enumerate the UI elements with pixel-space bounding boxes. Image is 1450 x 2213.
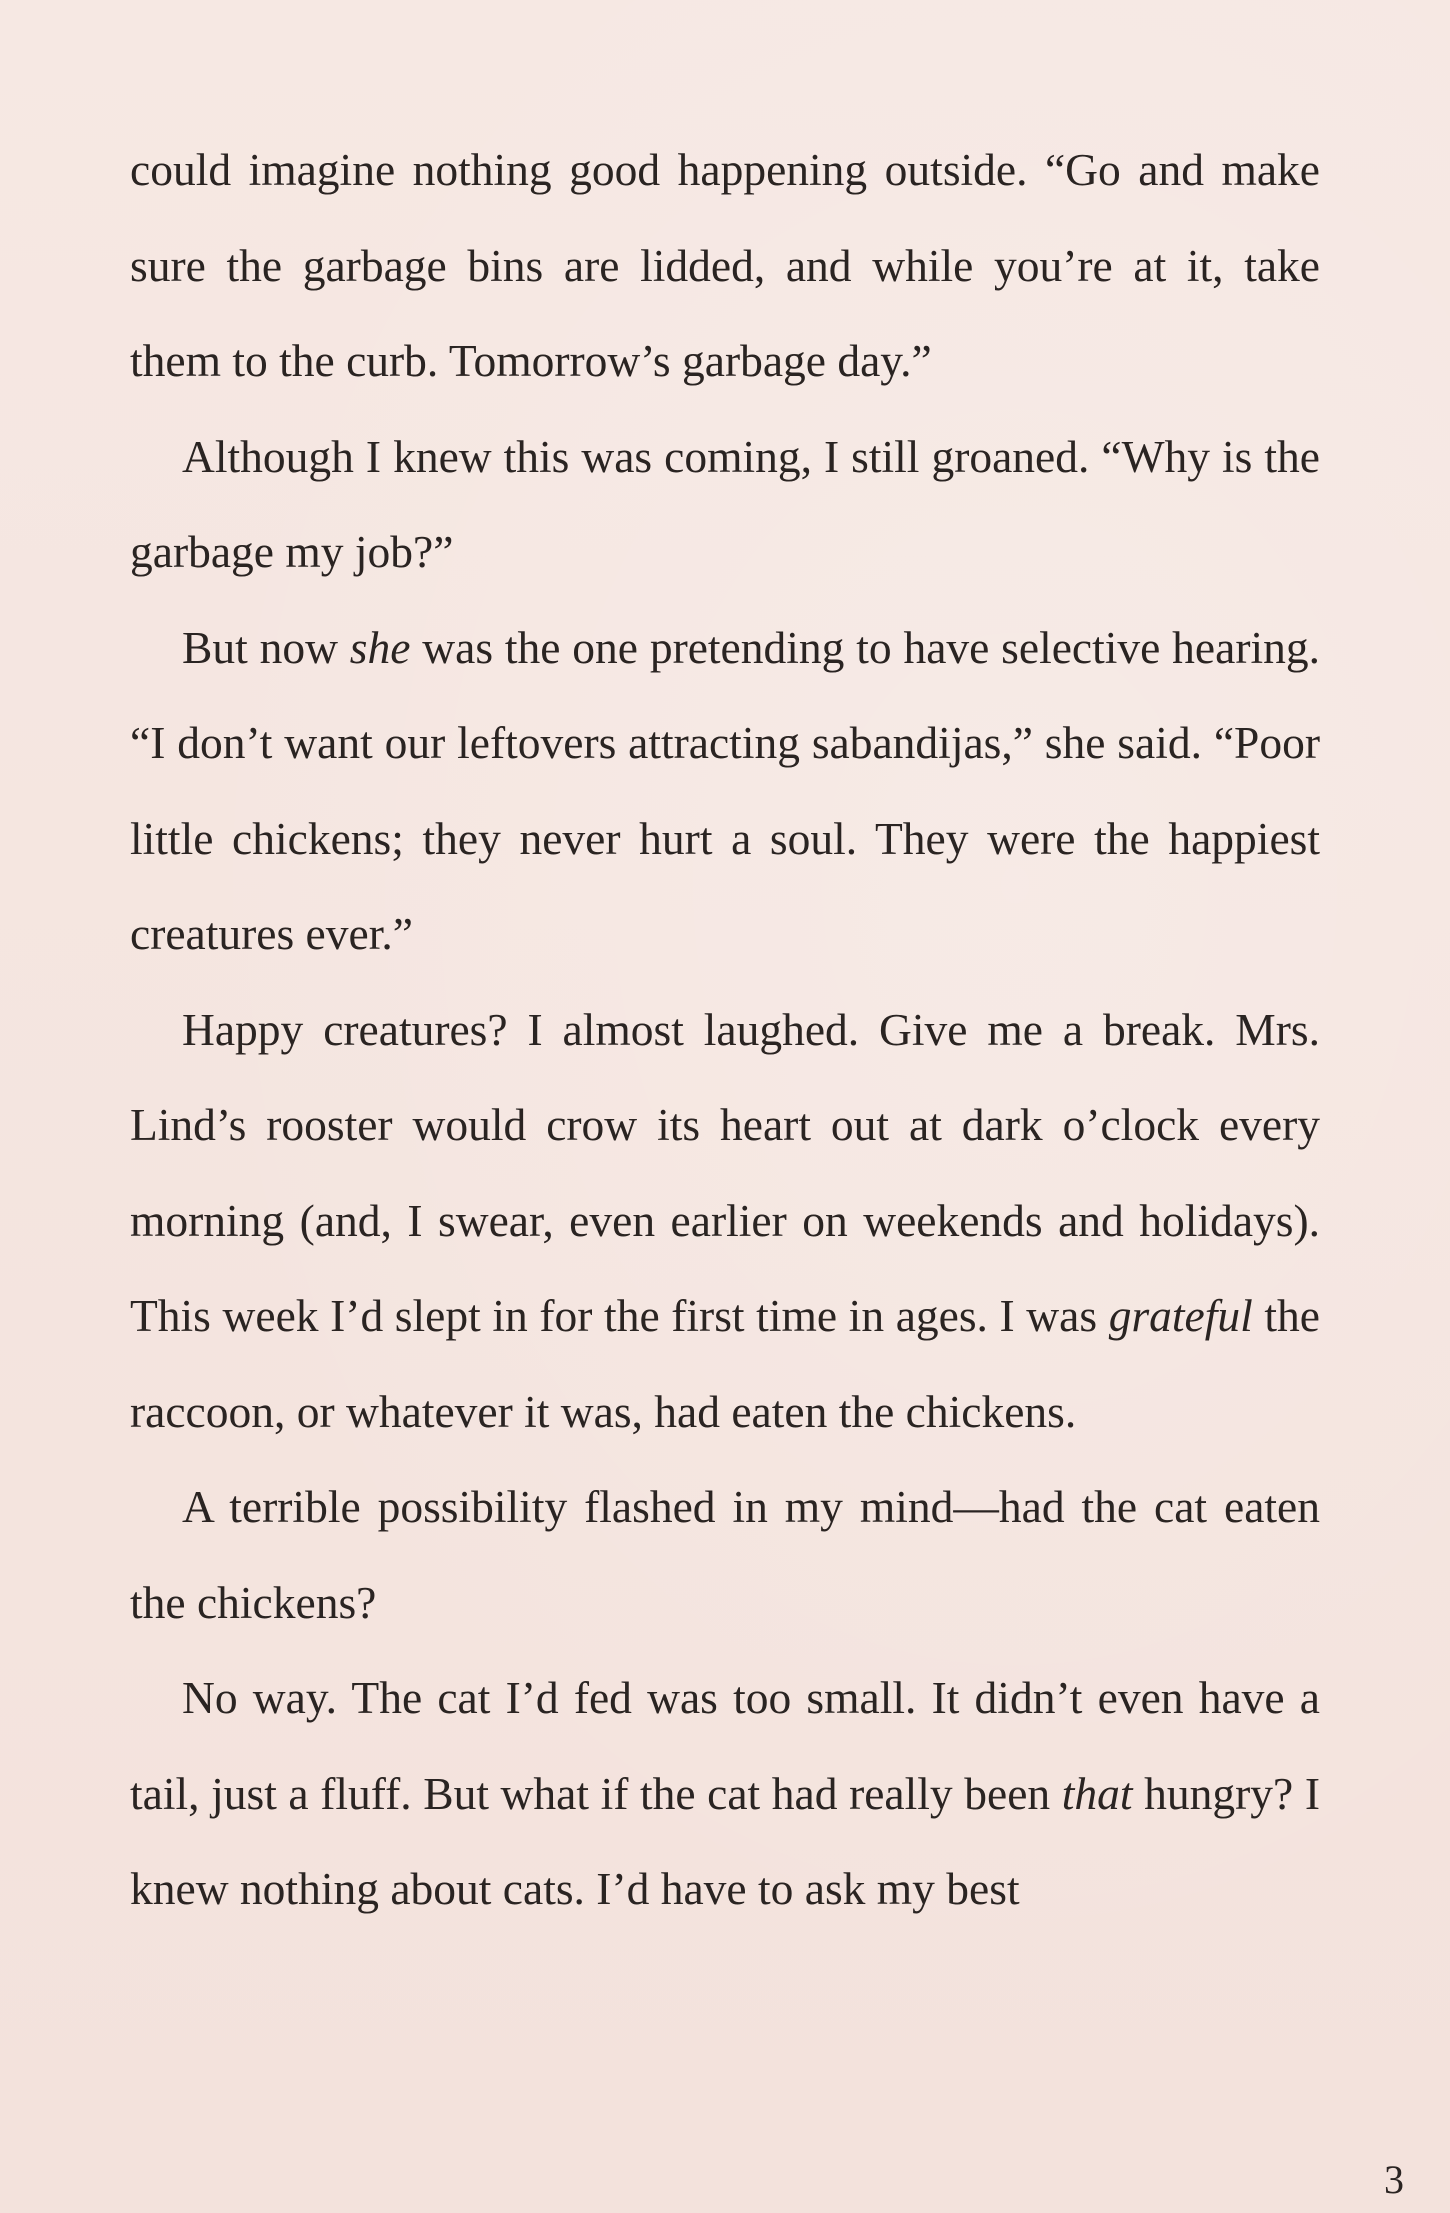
paragraph-1-text: could imagine nothing good happening outside. “Go and make sure the garbage bins are lidded, and while you’re at it, take them to the curb. Tomorrow’s garbage day.”: [130, 144, 1320, 386]
paragraph-4-text-b: the raccoon, or whatever it was, had eaten the chickens.: [130, 1290, 1320, 1437]
paragraph-6-text-a: No way. The cat I’d fed was too small. It didn’t even have a tail, just a fluff. But what if the cat had really been: [130, 1672, 1320, 1819]
paragraph-5-text: A terrible possibility flashed in my mind—had the cat eaten the chickens?: [130, 1481, 1320, 1628]
paragraph-3-text-a: But now: [182, 621, 350, 673]
paragraph-3: [130, 600, 1320, 982]
paragraph-6-text-b: hungry? I knew nothing about cats. I’d have to ask my best: [130, 1767, 1320, 1914]
paragraph-2: [130, 409, 1320, 600]
paragraph-3-text-b: was the one pretending to have selective hearing. “I don’t want our leftovers attracting sabandijas,” she said. “Poor little chickens; they never hurt a soul. They were the happiest creatures ever.”: [130, 621, 1320, 959]
paragraph-4-italic: grateful: [1108, 1290, 1253, 1341]
paragraph-6-italic: that: [1061, 1767, 1133, 1819]
page-number: 3: [1384, 2157, 1404, 2202]
paragraph-4-text-a: Happy creatures? I almost laughed. Give me a break. Mrs. Lind’s rooster would crow its heart out at dark o’clock every morning (and, I swear, even earlier on weekends and holidays). This week I’d slept in for the first time in ages. I was: [130, 1003, 1320, 1341]
paragraph-1: [130, 122, 1320, 409]
paragraph-6: [130, 1650, 1320, 1937]
paragraph-4: [130, 982, 1320, 1460]
body-text: [130, 122, 1320, 1937]
paragraph-3-italic: she: [349, 621, 411, 673]
paragraph-2-text: Although I knew this was coming, I still groaned. “Why is the garbage my job?”: [130, 430, 1320, 577]
paragraph-5: [130, 1459, 1320, 1650]
